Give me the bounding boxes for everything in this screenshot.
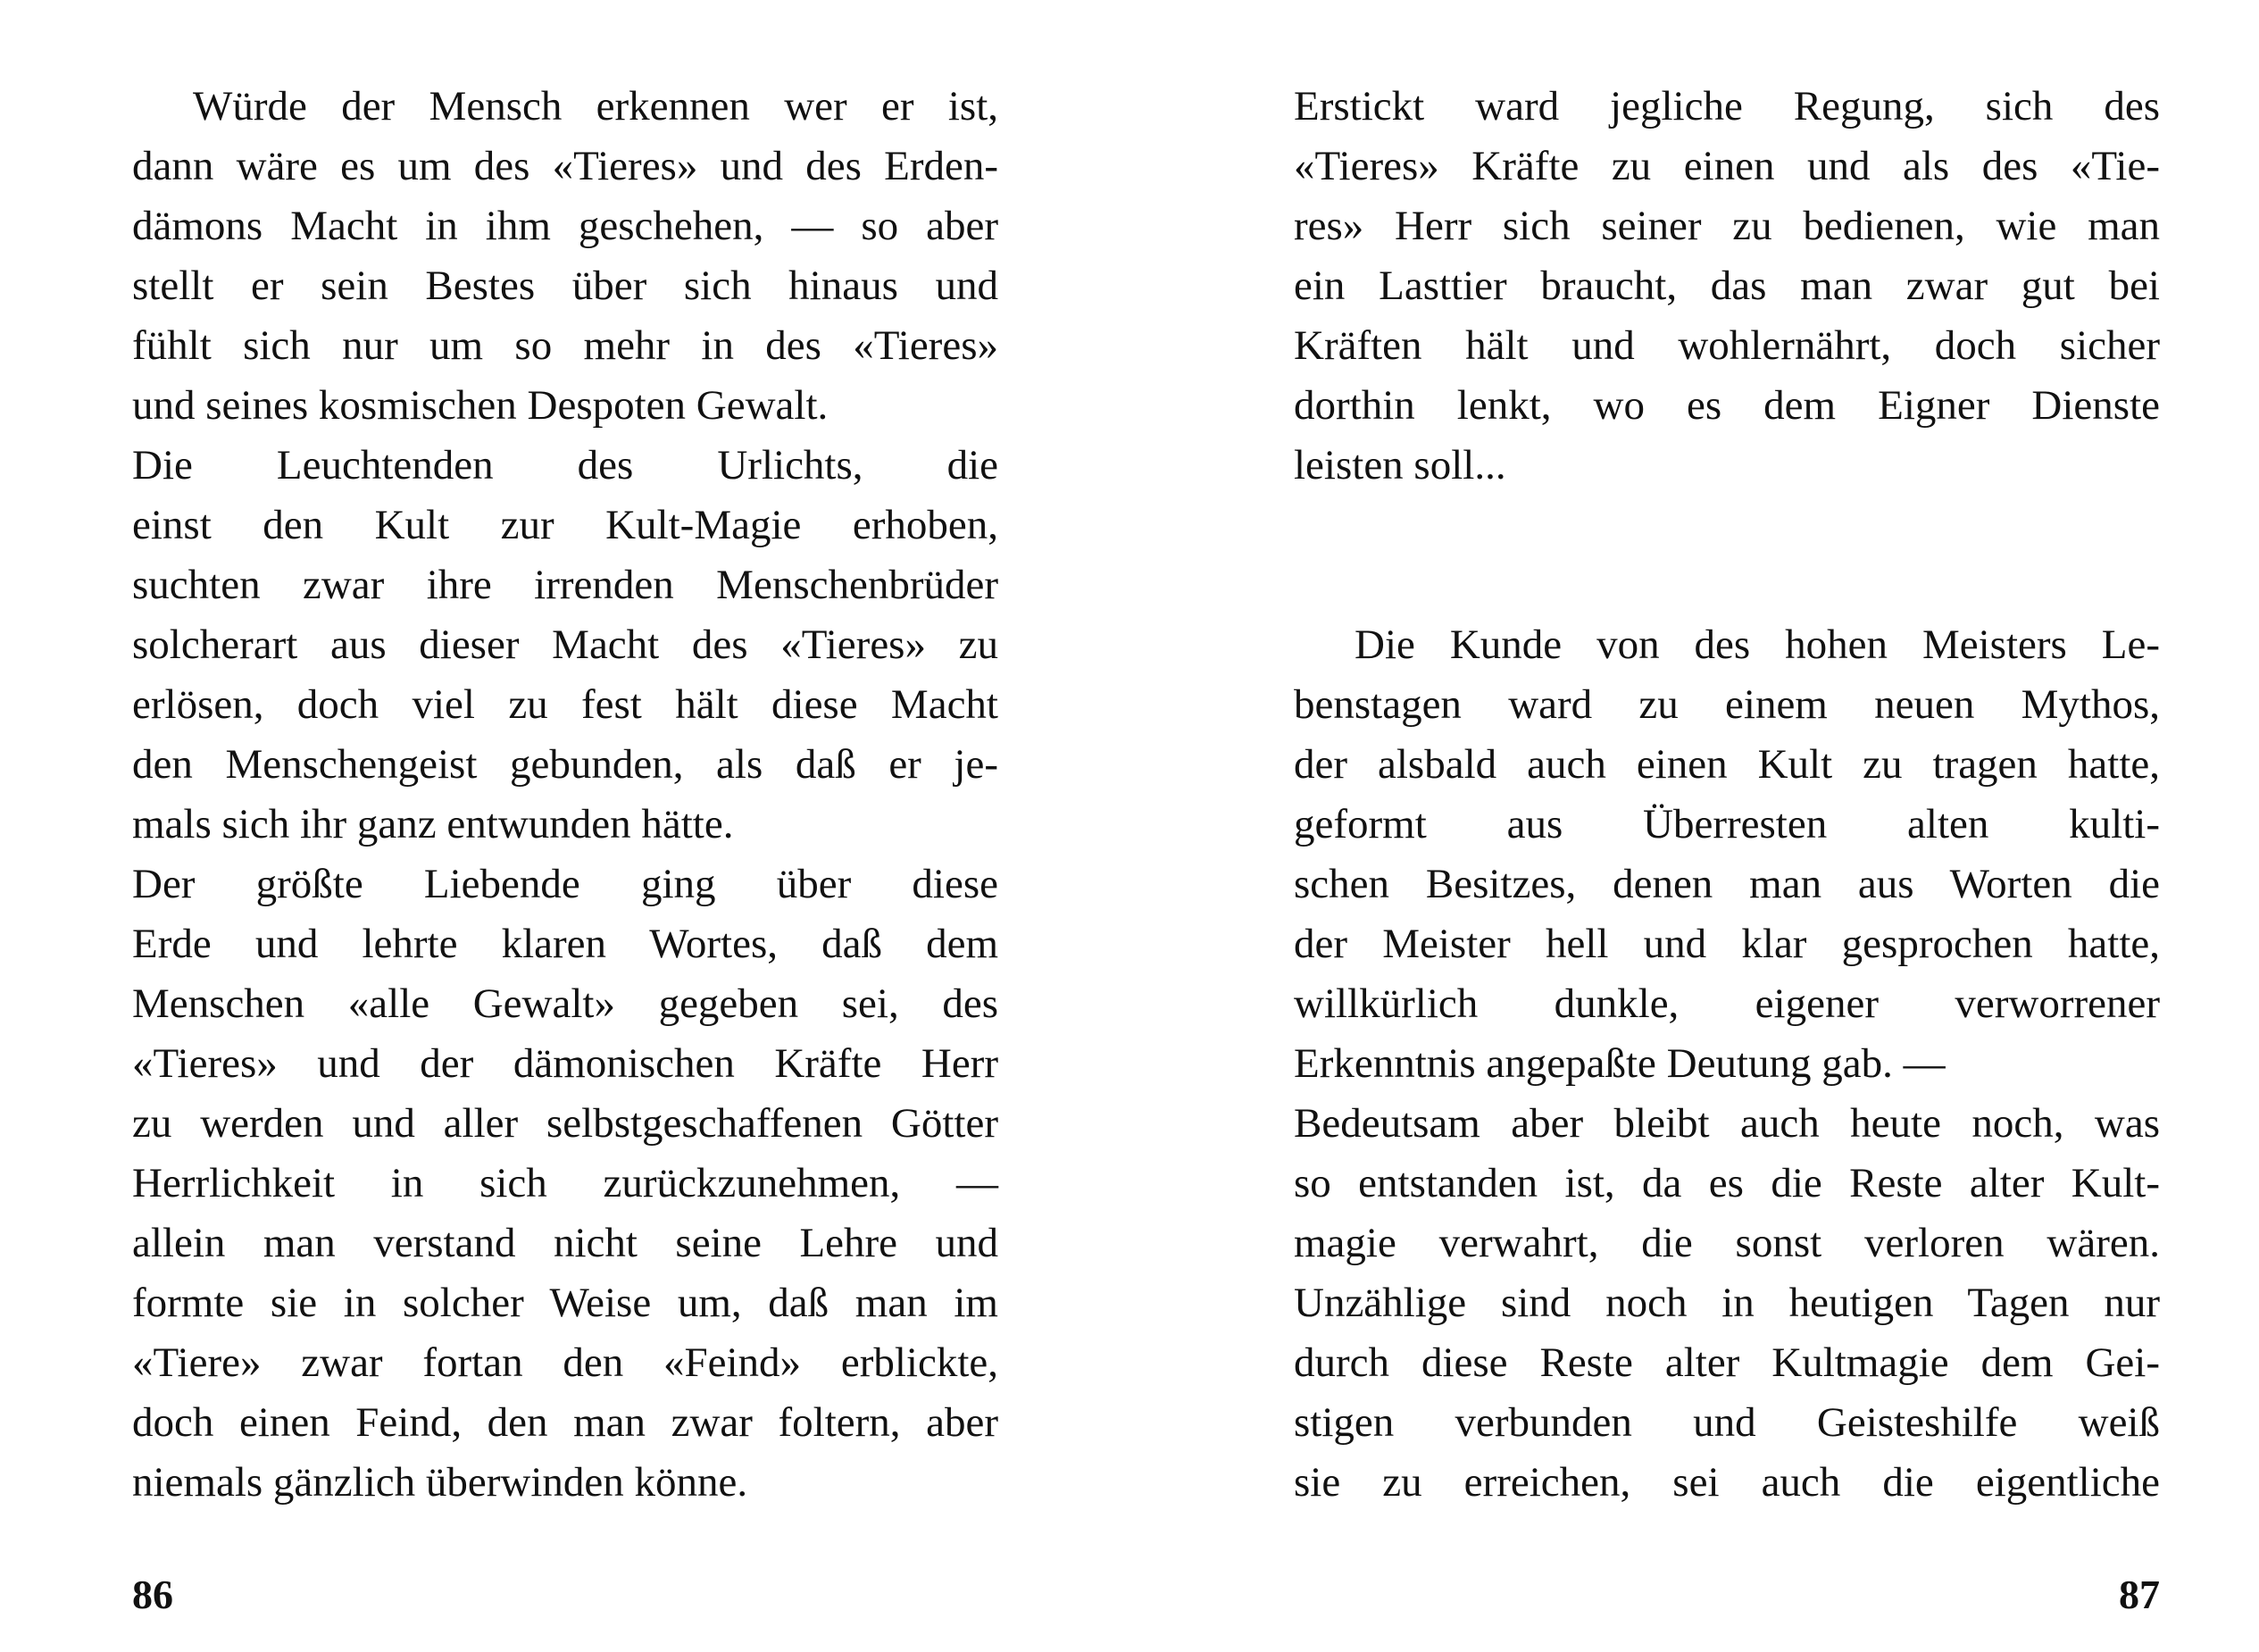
text-line: dorthin lenkt, wo es dem Eigner Dienste [1294, 382, 2160, 429]
text-line: magie verwahrt, die sonst verloren wären. [1294, 1220, 2160, 1266]
text-line: Die Kunde von des hohen Meisters Le- [1355, 622, 2160, 668]
text-line: und seines kosmischen Despoten Gewalt. [132, 382, 829, 429]
text-line: zu werden und aller selbstgeschaffenen Götter [132, 1100, 998, 1147]
text-line: benstagen ward zu einem neuen Mythos, [1294, 681, 2160, 728]
text-line: durch diese Reste alter Kultmagie dem Gei- [1294, 1339, 2160, 1386]
text-line: fühlt sich nur um so mehr in des «Tieres» [132, 322, 998, 369]
text-line: allein man verstand nicht seine Lehre und [132, 1220, 998, 1266]
text-line: ein Lasttier braucht, das man zwar gut bei [1294, 263, 2160, 309]
text-line: einst den Kult zur Kult-Magie erhoben, [132, 502, 998, 548]
text-line: Erstickt ward jegliche Regung, sich des [1294, 83, 2160, 129]
text-line: mals sich ihr ganz entwunden hätte. [132, 801, 734, 847]
text-line: dann wäre es um des «Tieres» und des Erden- [132, 143, 998, 189]
text-line: solcherart aus dieser Macht des «Tieres» zu [132, 622, 998, 668]
text-line: «Tiere» zwar fortan den «Feind» erblickte, [132, 1339, 998, 1386]
left-page-text [132, 77, 998, 1513]
right-page-text [1294, 77, 2160, 1513]
text-line: stigen verbunden und Geisteshilfe weiß [1294, 1399, 2160, 1446]
text-line: doch einen Feind, den man zwar foltern, aber [132, 1399, 998, 1446]
page-number: 87 [2119, 1572, 2160, 1617]
text-line: stellt er sein Bestes über sich hinaus und [132, 263, 998, 309]
page-number: 86 [132, 1572, 173, 1617]
text-line: formte sie in solcher Weise um, daß man im [132, 1280, 998, 1326]
text-line: geformt aus Überresten alten kulti- [1294, 801, 2160, 847]
text-line: so entstanden ist, da es die Reste alter Kult- [1294, 1160, 2160, 1206]
text-line: Erde und lehrte klaren Wortes, daß dem [132, 921, 998, 967]
text-line: Kräften hält und wohlernährt, doch sicher [1294, 322, 2160, 369]
text-line: Menschen «alle Gewalt» gegeben sei, des [132, 980, 998, 1027]
text-line: der Meister hell und klar gesprochen hatte, [1294, 921, 2160, 967]
text-line: dämons Macht in ihm geschehen, — so aber [132, 203, 998, 249]
text-line: erlösen, doch viel zu fest hält diese Macht [132, 681, 998, 728]
text-line: schen Besitzes, denen man aus Worten die [1294, 861, 2160, 907]
text-line: suchten zwar ihre irrenden Menschenbrüder [132, 562, 998, 608]
text-line: «Tieres» Kräfte zu einen und als des «Tie- [1294, 143, 2160, 189]
paragraph-gap [1294, 496, 2160, 615]
text-line: Herrlichkeit in sich zurückzunehmen, — [132, 1160, 998, 1206]
text-line: sie zu erreichen, sei auch die eigentliche [1294, 1459, 2160, 1506]
text-line: willkürlich dunkle, eigener verworrener [1294, 980, 2160, 1027]
text-line: den Menschengeist gebunden, als daß er je- [132, 741, 998, 788]
right-page [1130, 0, 2259, 1652]
text-line: leisten soll... [1294, 442, 1506, 488]
text-line: Unzählige sind noch in heutigen Tagen nur [1294, 1280, 2160, 1326]
text-line: «Tieres» und der dämonischen Kräfte Herr [132, 1040, 998, 1087]
text-line: Bedeutsam aber bleibt auch heute noch, was [1294, 1100, 2160, 1147]
text-line: der alsbald auch einen Kult zu tragen hatte, [1294, 741, 2160, 788]
text-line: res» Herr sich seiner zu bedienen, wie man [1294, 203, 2160, 249]
text-line: Erkenntnis angepaßte Deutung gab. — [1294, 1040, 1946, 1087]
text-line: Würde der Mensch erkennen wer er ist, [193, 83, 998, 129]
text-line: Der größte Liebende ging über diese [132, 861, 998, 907]
text-line: niemals gänzlich überwinden könne. [132, 1459, 748, 1506]
text-line: Die Leuchtenden des Urlichts, die [132, 442, 998, 488]
